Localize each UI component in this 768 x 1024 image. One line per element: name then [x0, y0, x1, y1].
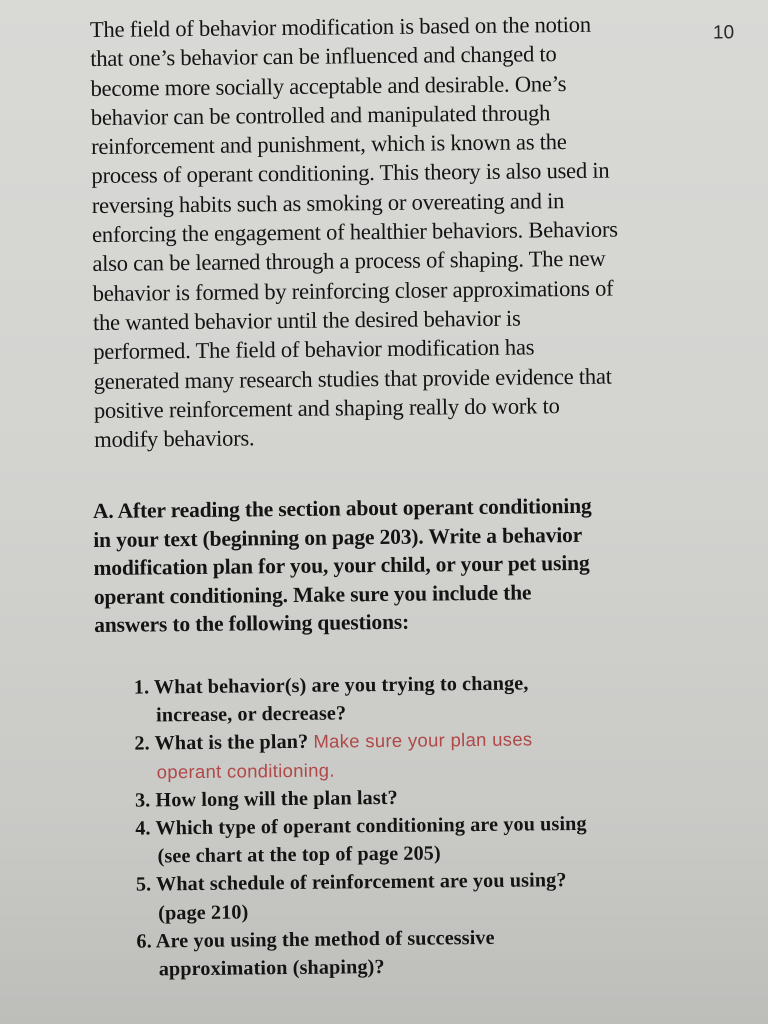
- paragraph-line: reinforcement and punishment, which is known as the: [91, 129, 567, 160]
- intro-paragraph: [90, 9, 695, 455]
- prompt-line: in your text (beginning on page 203). Write a behavior: [93, 522, 583, 552]
- question-line: (page 210): [158, 901, 249, 925]
- paragraph-line: the wanted behavior until the desired behavior is: [92, 305, 521, 336]
- prompt-line: operant conditioning. Make sure you include the: [93, 580, 532, 609]
- question-line: increase, or decrease?: [156, 702, 347, 727]
- instructor-note: operant conditioning.: [156, 759, 335, 783]
- prompt-line: answers to the following questions:: [94, 610, 410, 638]
- prompt-line: modification plan for you, your child, or your pet using: [93, 551, 590, 581]
- paragraph-line: performed. The field of behavior modification has: [93, 334, 535, 365]
- paragraph-line: generated many research studies that provide evidence that: [93, 363, 612, 394]
- paragraph-line: positive reinforcement and shaping really do work to: [93, 393, 560, 423]
- paragraph-line: also can be learned through a process of shaping. The new: [92, 246, 606, 277]
- paragraph-line: process of operant conditioning. This theory is also used in: [91, 158, 610, 189]
- paragraph-line: behavior is formed by reinforcing closer approximations of: [92, 275, 614, 306]
- paragraph-line: that one’s behavior can be influenced and changed to: [90, 41, 557, 72]
- question-line: approximation (shaping)?: [158, 956, 385, 981]
- paragraph-line: reversing habits such as smoking or overeating and in: [91, 187, 565, 218]
- paragraph-line: modify behaviors.: [94, 425, 255, 453]
- instructor-note: Make sure your plan uses: [313, 728, 533, 753]
- paragraph-line: enforcing the engagement of healthier behaviors. Behaviors: [91, 216, 618, 248]
- question-line: 1. What behavior(s) are you trying to change,: [133, 672, 529, 699]
- question-item-6: [136, 922, 697, 984]
- assignment-prompt: [93, 491, 694, 640]
- question-line: 6. Are you using the method of successive: [136, 926, 495, 953]
- question-item-1: [134, 668, 695, 730]
- question-item-2: [134, 724, 695, 786]
- question-list: [134, 668, 697, 984]
- question-line: (see chart at the top of page 205): [157, 842, 441, 868]
- question-text: 2. What is the plan?: [134, 731, 309, 756]
- question-item-4: [135, 809, 696, 871]
- question-line: 3. How long will the plan last?: [134, 786, 398, 812]
- question-item-5: [136, 865, 697, 927]
- paragraph-line: behavior can be controlled and manipulated through: [90, 100, 551, 130]
- prompt-line: A. After reading the section about operant conditioning: [92, 493, 592, 524]
- question-line: 4. Which type of operant conditioning are you using: [135, 812, 587, 840]
- paragraph-line: The field of behavior modification is based on the notion: [89, 11, 591, 43]
- question-line: 5. What schedule of reinforcement are you using?: [135, 869, 567, 897]
- page-number: 10: [712, 22, 735, 44]
- paragraph-line: become more socially acceptable and desirable. One’s: [90, 70, 567, 101]
